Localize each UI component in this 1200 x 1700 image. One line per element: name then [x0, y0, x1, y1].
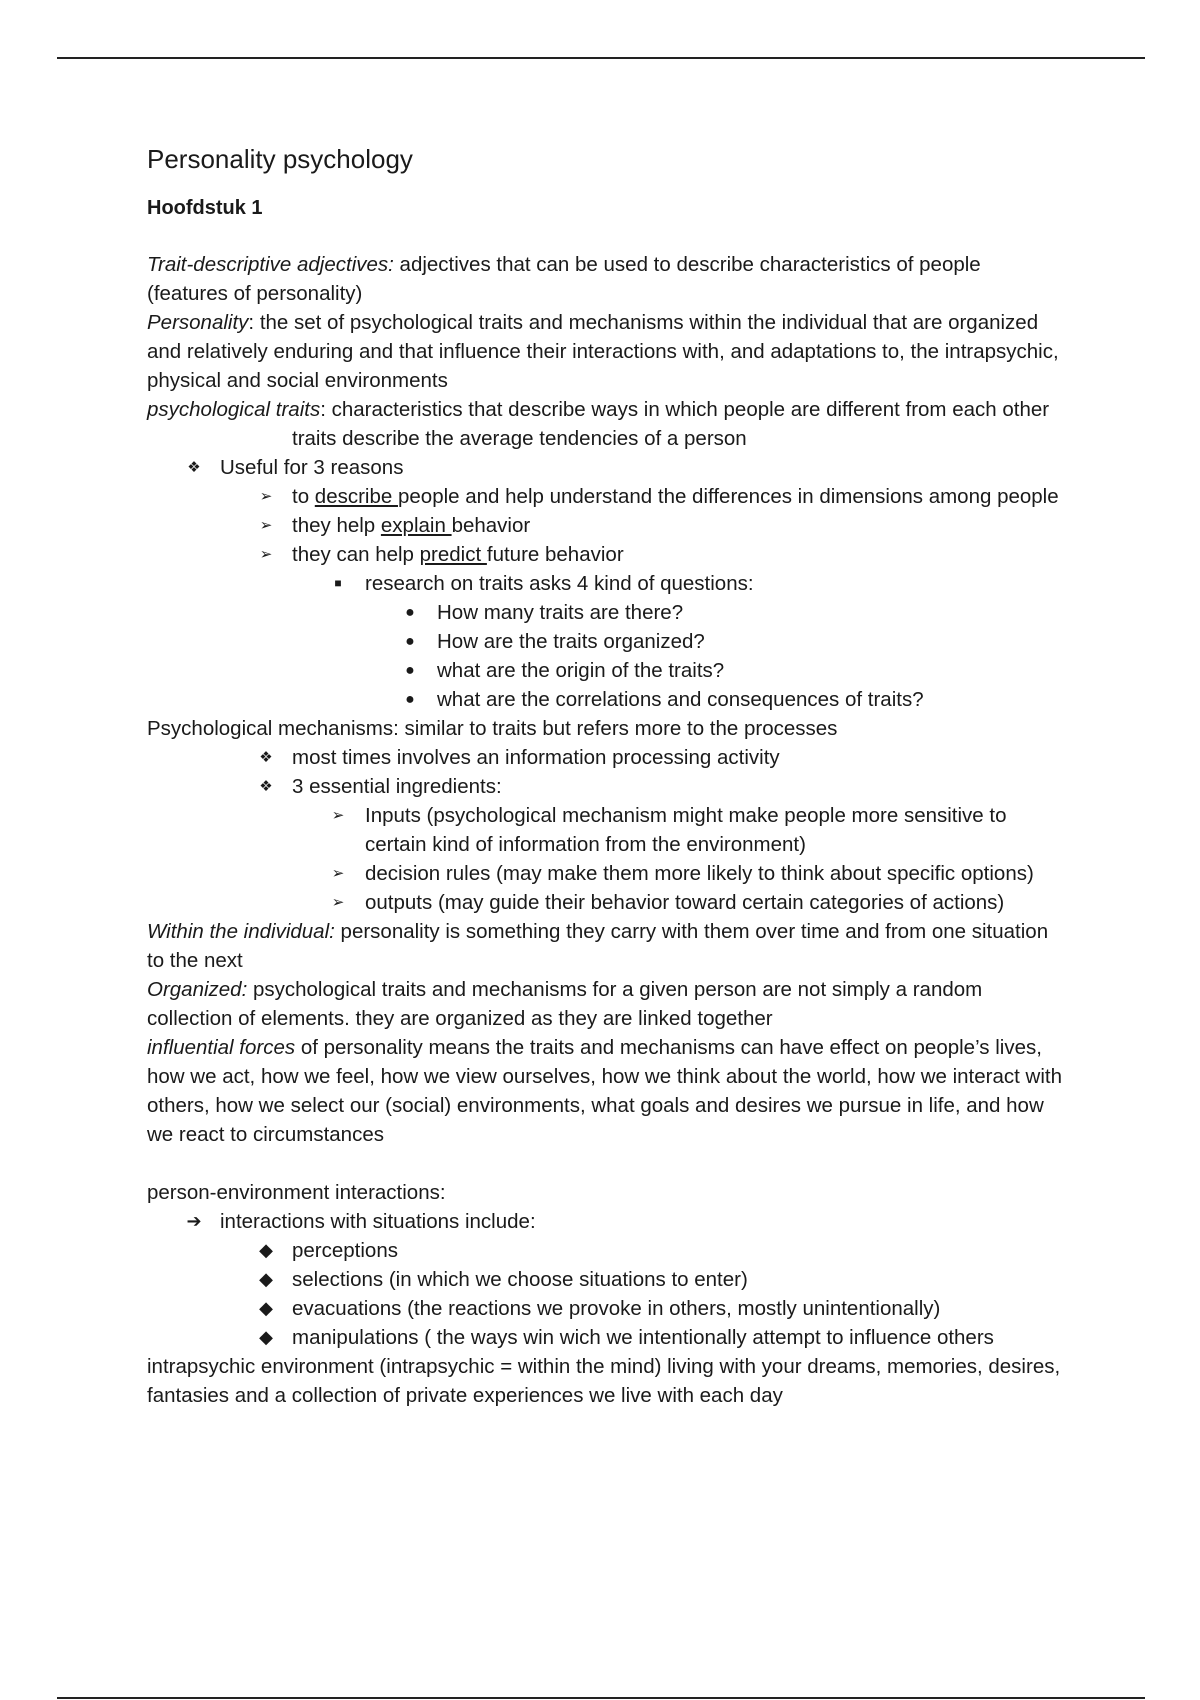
list-item: ● How many traits are there?: [147, 598, 1067, 627]
solid-diamond-bullet-icon: ◆: [259, 1269, 273, 1289]
list-item: ● what are the correlations and consequences of traits?: [147, 685, 1067, 714]
list-item: ➢ they can help predict future behavior: [147, 540, 1067, 569]
solid-diamond-bullet-icon: ◆: [259, 1240, 273, 1260]
list-item: ◆ manipulations ( the ways win wich we intentionally attempt to influence others: [147, 1323, 1067, 1352]
list-item: ◆ perceptions: [147, 1236, 1067, 1265]
term: Within the individual:: [147, 920, 335, 943]
diamond-cross-bullet-icon: ❖: [259, 749, 273, 766]
term: psychological traits: [147, 398, 321, 421]
spacer: [147, 1149, 1067, 1178]
solid-diamond-bullet-icon: ◆: [259, 1298, 273, 1318]
dot-bullet-icon: ●: [405, 633, 415, 650]
dot-bullet-icon: ●: [405, 691, 415, 708]
diamond-cross-bullet-icon: ❖: [187, 459, 201, 476]
list-item: ◆ selections (in which we choose situations to enter): [147, 1265, 1067, 1294]
mechanisms-intro: Psychological mechanisms: similar to traits but refers more to the processes: [147, 717, 838, 740]
term: influential forces: [147, 1036, 296, 1059]
definition-text: of personality means the traits and mechanisms can have effect on people’s lives, how we act, how we feel, how we view ourselves, how we think about the world, how we interact with others, how we select our (social) environments, what goals and desires we pursue in life, and how we react to circumstances: [147, 1036, 1062, 1146]
definition-text: personality is something they carry with them over time and from one situation to the next: [147, 920, 1049, 972]
square-bullet-icon: ■: [334, 576, 342, 590]
arrowhead-bullet-icon: ➢: [331, 865, 345, 882]
list-item: ❖ 3 essential ingredients:: [147, 772, 1067, 801]
definition-text: : characteristics that describe ways in which people are different from each other: [320, 398, 1050, 421]
definition-influential-forces: [147, 1033, 1067, 1149]
definition-psychological-traits: [147, 395, 1067, 424]
bottom-rule: [57, 1697, 1145, 1699]
arrowhead-bullet-icon: ➢: [331, 894, 345, 911]
term: Trait-descriptive adjectives:: [147, 253, 394, 276]
dot-bullet-icon: ●: [405, 662, 415, 679]
definition-trait-adjectives: [147, 250, 1067, 308]
intrapsychic-environment: intrapsychic environment (intrapsychic = within the mind) living with your dreams, memories, desires, fantasies and a collection of private experiences we live with each day: [147, 1355, 1061, 1407]
interactions-heading: person-environment interactions:: [147, 1181, 446, 1204]
arrowhead-bullet-icon: ➢: [259, 517, 273, 534]
arrowhead-bullet-icon: ➢: [331, 807, 345, 824]
list-item: ➢ decision rules (may make them more likely to think about specific options): [147, 859, 1067, 888]
definition-within-individual: [147, 917, 1067, 975]
list-item: ❖ Useful for 3 reasons: [147, 453, 1067, 482]
definition-personality: [147, 308, 1067, 395]
page-title: Personality psychology: [147, 144, 413, 174]
list-item: ● How are the traits organized?: [147, 627, 1067, 656]
definition-text: adjectives that can be used to describe characteristics of people (features of personality): [147, 253, 981, 305]
list-item: ➢ outputs (may guide their behavior toward certain categories of actions): [147, 888, 1067, 917]
traits-average-note: traits describe the average tendencies of a person: [292, 427, 747, 450]
list-item: ➢ Inputs (psychological mechanism might make people more sensitive to certain kind of information from the environment): [147, 801, 1067, 859]
list-item: ➔ interactions with situations include:: [147, 1207, 1067, 1236]
list-item: ◆ evacuations (the reactions we provoke in others, mostly unintentionally): [147, 1294, 1067, 1323]
list-item: ➢ they help explain behavior: [147, 511, 1067, 540]
top-rule: [57, 57, 1145, 59]
solid-diamond-bullet-icon: ◆: [259, 1327, 273, 1347]
term: Organized:: [147, 978, 248, 1001]
term: Personality: [147, 311, 249, 334]
list-item: ➢ to describe people and help understand the differences in dimensions among people: [147, 482, 1067, 511]
list-item: ■ research on traits asks 4 kind of questions:: [147, 569, 1067, 598]
chapter-heading: Hoofdstuk 1: [147, 197, 263, 219]
definition-organized: [147, 975, 1067, 1033]
diamond-cross-bullet-icon: ❖: [259, 778, 273, 795]
dot-bullet-icon: ●: [405, 604, 415, 621]
document-body: [147, 142, 1067, 1410]
list-item: ❖ most times involves an information processing activity: [147, 743, 1067, 772]
right-arrow-bullet-icon: ➔: [186, 1211, 202, 1231]
arrowhead-bullet-icon: ➢: [259, 546, 273, 563]
arrowhead-bullet-icon: ➢: [259, 488, 273, 505]
definition-text: psychological traits and mechanisms for a given person are not simply a random collection of elements. they are organized as they are linked together: [147, 978, 983, 1030]
definition-text: : the set of psychological traits and mechanisms within the individual that are organized and relatively enduring and that influence their interactions with, and adaptations to, the intrapsychic, physical and social environments: [147, 311, 1059, 392]
list-item: ● what are the origin of the traits?: [147, 656, 1067, 685]
